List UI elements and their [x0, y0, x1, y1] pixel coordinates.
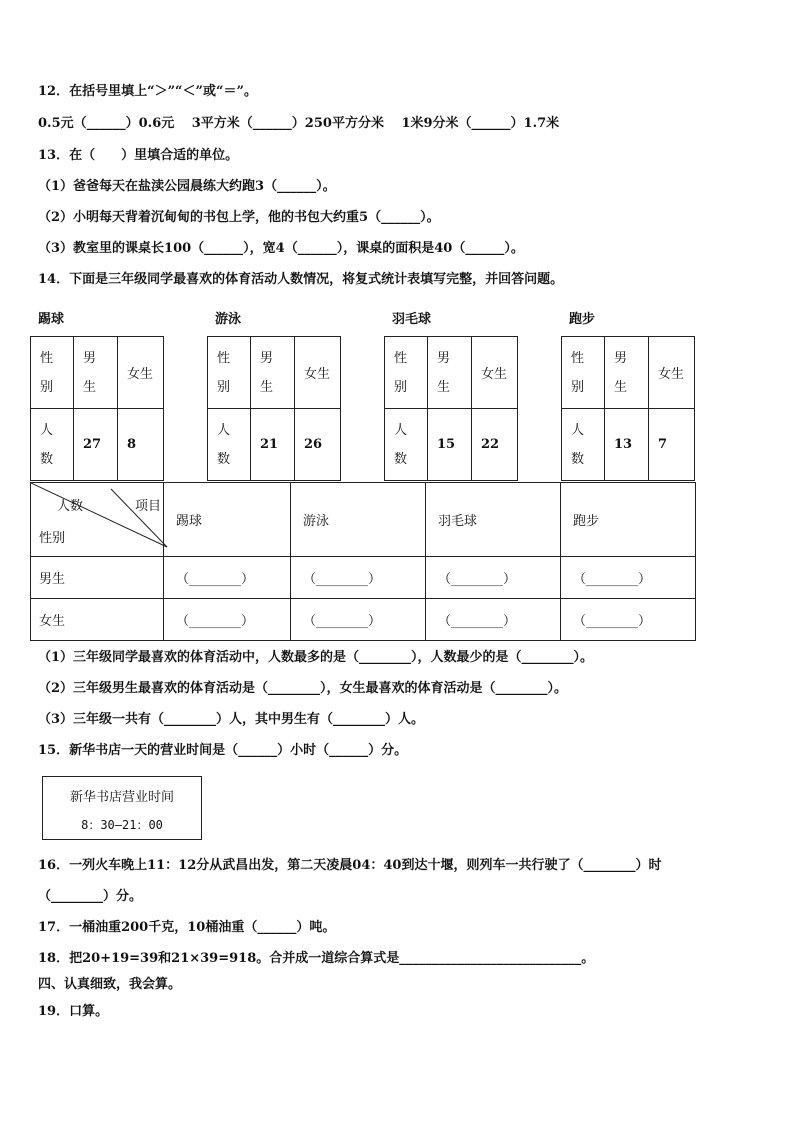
header-gender: 性 别	[562, 337, 605, 409]
header-count: 人 数	[562, 409, 605, 481]
q13-sub1: （1）爸爸每天在盐渎公园晨练大约跑3（______）。	[38, 179, 336, 194]
diag-item-label: 项目	[135, 499, 162, 514]
table-kickball	[30, 336, 164, 481]
blank-cell[interactable]: （________）	[561, 599, 696, 641]
row-header-girls: 女生	[31, 599, 164, 641]
q14-combined-table	[30, 482, 696, 641]
blank-cell[interactable]: （________）	[561, 557, 696, 599]
count-boys: 21	[251, 409, 295, 481]
q12-title: 12．在括号里填上“＞”“＜”或“＝”。	[38, 84, 257, 99]
header-girl: 女生	[118, 337, 164, 409]
column-header-kickball: 踢球	[164, 483, 291, 557]
q14-sub3: （3）三年级一共有（________）人，其中男生有（________）人。	[38, 712, 425, 727]
count-boys: 15	[428, 409, 472, 481]
section4-heading: 四、认真细致，我会算。	[38, 977, 182, 992]
count-boys: 27	[74, 409, 118, 481]
sport-title-running: 跑步	[569, 312, 596, 327]
q13-title: 13．在（ ）里填合适的单位。	[38, 148, 239, 163]
q16-line1: 16．一列火车晚上11：12分从武昌出发，第二天凌晨04：40到达十堰，则列车一共行驶了（________）时	[38, 858, 662, 873]
q14-source-tables	[30, 308, 710, 484]
count-boys: 13	[605, 409, 649, 481]
header-girl: 女生	[295, 337, 341, 409]
q14-title: 14．下面是三年级同学最喜欢的体育活动人数情况，将复式统计表填写完整，并回答问题。	[38, 272, 564, 287]
count-girls: 7	[649, 409, 695, 481]
q17-text: 17．一桶油重200千克，10桶油重（______）吨。	[38, 920, 336, 935]
sport-title-badminton: 羽毛球	[392, 312, 432, 327]
q13-sub2: （2）小明每天背着沉甸甸的书包上学，他的书包大约重5（______）。	[38, 210, 440, 225]
header-boy: 男 生	[428, 337, 472, 409]
header-girl: 女生	[649, 337, 695, 409]
diag-gender-label: 性别	[39, 531, 66, 546]
column-header-badminton: 羽毛球	[426, 483, 561, 557]
blank-cell[interactable]: （________）	[164, 599, 291, 641]
q18-text: 18．把20+19=39和21×39=918。合并成一道综合算式是____________________________。	[38, 951, 595, 966]
q13-sub3: （3）教室里的课桌长100（______），宽4（______），课桌的面积是40（______）。	[38, 241, 524, 256]
sport-title-swimming: 游泳	[215, 312, 242, 327]
header-girl: 女生	[472, 337, 518, 409]
count-girls: 8	[118, 409, 164, 481]
blank-cell[interactable]: （________）	[426, 557, 561, 599]
q14-sub1: （1）三年级同学最喜欢的体育活动中，人数最多的是（________），人数最少的是（________）。	[38, 650, 594, 665]
q15-title: 15．新华书店一天的营业时间是（______）小时（______）分。	[38, 743, 408, 758]
header-count: 人 数	[385, 409, 428, 481]
q14-sub2: （2）三年级男生最喜欢的体育活动是（________），女生最喜欢的体育活动是（________）。	[38, 681, 568, 696]
header-gender: 性 别	[31, 337, 74, 409]
header-boy: 男 生	[605, 337, 649, 409]
header-boy: 男 生	[74, 337, 118, 409]
header-boy: 男 生	[251, 337, 295, 409]
blank-cell[interactable]: （________）	[291, 599, 426, 641]
count-girls: 26	[295, 409, 341, 481]
q16-line2: （________）分。	[38, 889, 143, 904]
business-hours-box	[42, 776, 202, 840]
blank-cell[interactable]: （________）	[291, 557, 426, 599]
blank-cell[interactable]: （________）	[426, 599, 561, 641]
diag-count-label: 人数	[57, 499, 84, 514]
blank-cell[interactable]: （________）	[164, 557, 291, 599]
sport-title-kickball: 踢球	[38, 312, 65, 327]
column-header-swimming: 游泳	[291, 483, 426, 557]
table-badminton	[384, 336, 518, 481]
box-title: 新华书店营业时间	[69, 790, 174, 805]
table-running	[561, 336, 695, 481]
diagonal-header-cell	[31, 483, 164, 557]
header-count: 人 数	[31, 409, 74, 481]
header-gender: 性 别	[208, 337, 251, 409]
box-time: 8：30—21：00	[81, 818, 163, 832]
q12-items: 0.5元（______）0.6元 3平方米（______）250平方分米 1米9分米（______）1.7米	[38, 116, 560, 131]
column-header-running: 跑步	[561, 483, 696, 557]
header-gender: 性 别	[385, 337, 428, 409]
q19-text: 19．口算。	[38, 1004, 109, 1019]
row-header-boys: 男生	[31, 557, 164, 599]
count-girls: 22	[472, 409, 518, 481]
header-count: 人 数	[208, 409, 251, 481]
table-swimming	[207, 336, 341, 481]
